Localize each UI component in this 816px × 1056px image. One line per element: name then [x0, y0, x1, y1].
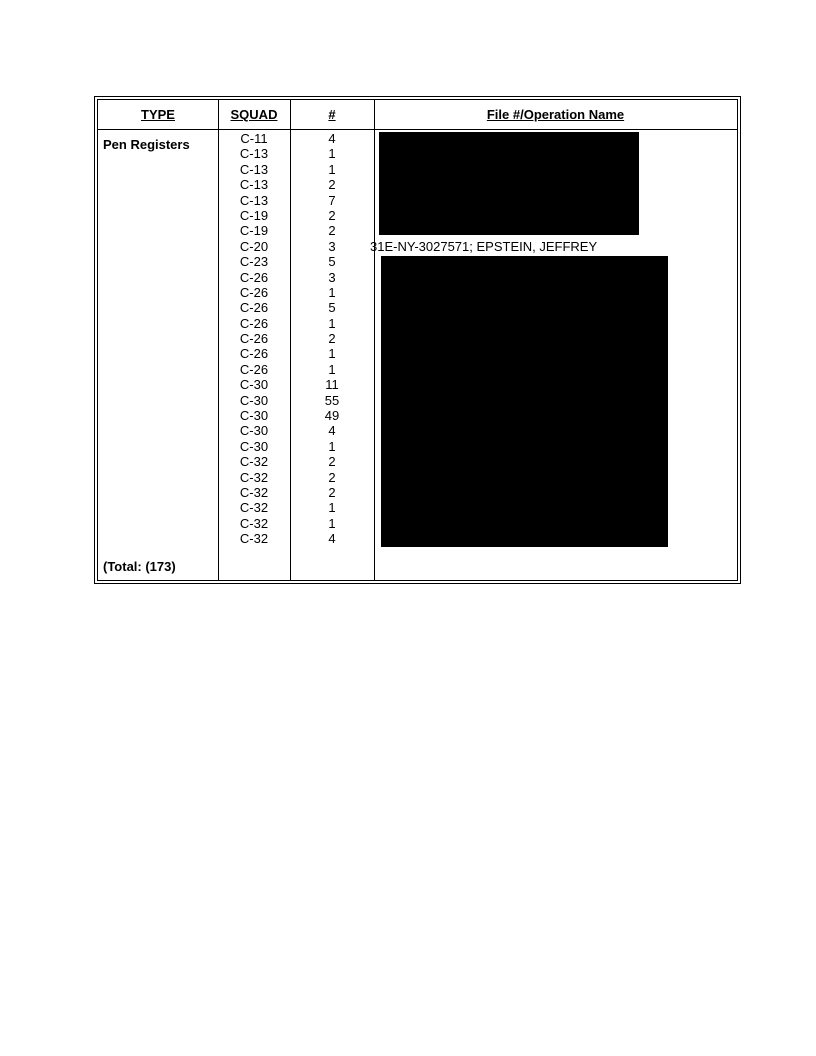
squad-cell: C-20 [239, 238, 269, 254]
column-divider [218, 100, 219, 580]
squad-cell: C-26 [239, 269, 269, 285]
header-count: # [328, 107, 336, 122]
column-divider [290, 100, 291, 580]
count-cell: 1 [328, 161, 336, 177]
count-cell: 2 [328, 469, 336, 485]
count-cell: 1 [328, 315, 336, 331]
squad-cell: C-30 [239, 423, 269, 439]
squad-cell: C-23 [239, 254, 269, 270]
type-pen-registers: Pen Registers [103, 137, 190, 152]
count-cell: 2 [328, 207, 336, 223]
total-count: (Total: (173) [103, 559, 176, 574]
count-cell: 1 [328, 361, 336, 377]
count-cell: 1 [328, 500, 336, 516]
count-cell: 1 [328, 284, 336, 300]
count-cell: 49 [324, 408, 340, 424]
count-cell: 2 [328, 223, 336, 239]
header-squad: SQUAD [230, 107, 278, 122]
squad-cell: C-32 [239, 515, 269, 531]
squad-cell: C-13 [239, 177, 269, 193]
squad-cell: C-32 [239, 484, 269, 500]
redaction-block [379, 132, 639, 235]
squad-cell: C-30 [239, 377, 269, 393]
count-cell: 3 [328, 269, 336, 285]
squad-cell: C-26 [239, 284, 269, 300]
count-cell: 4 [328, 131, 336, 146]
count-cell: 7 [328, 192, 336, 208]
squad-cell: C-19 [239, 223, 269, 239]
header-divider [98, 129, 737, 130]
squad-cell: C-13 [239, 192, 269, 208]
squad-cell: C-32 [239, 454, 269, 470]
count-cell: 1 [328, 146, 336, 162]
count-cell: 2 [328, 331, 336, 347]
count-cell: 1 [328, 438, 336, 454]
squad-cell: C-13 [239, 161, 269, 177]
squad-cell: C-26 [239, 346, 269, 362]
squad-cell: C-30 [239, 408, 269, 424]
squad-cell: C-26 [239, 361, 269, 377]
squad-cell: C-11 [240, 131, 268, 146]
count-cell: 2 [328, 484, 336, 500]
squad-cell: C-26 [239, 331, 269, 347]
header-file-operation: File #/Operation Name [486, 107, 625, 122]
count-cell: 55 [324, 392, 340, 408]
squad-cell: C-19 [239, 207, 269, 223]
count-cell: 1 [328, 515, 336, 531]
count-cell: 3 [328, 238, 336, 254]
count-cell: 5 [328, 300, 336, 316]
squad-cell: C-32 [239, 469, 269, 485]
squad-cell: C-13 [239, 146, 269, 162]
count-cell: 11 [325, 377, 339, 393]
count-cell: 4 [328, 423, 336, 439]
squad-cell: C-30 [239, 392, 269, 408]
count-column [310, 131, 354, 547]
squad-cell: C-26 [239, 315, 269, 331]
count-cell: 5 [328, 254, 336, 270]
squad-column [228, 131, 280, 547]
count-cell: 4 [328, 531, 336, 547]
squad-cell: C-32 [239, 531, 269, 547]
squad-cell: C-26 [239, 300, 269, 316]
squad-cell: C-32 [239, 500, 269, 516]
header-type: TYPE [141, 107, 175, 122]
redaction-block [381, 256, 668, 547]
count-cell: 2 [328, 454, 336, 470]
file-entry-epstein: 31E-NY-3027571; EPSTEIN, JEFFREY [370, 238, 598, 254]
count-cell: 1 [328, 346, 336, 362]
count-cell: 2 [328, 177, 336, 193]
squad-cell: C-30 [239, 438, 269, 454]
